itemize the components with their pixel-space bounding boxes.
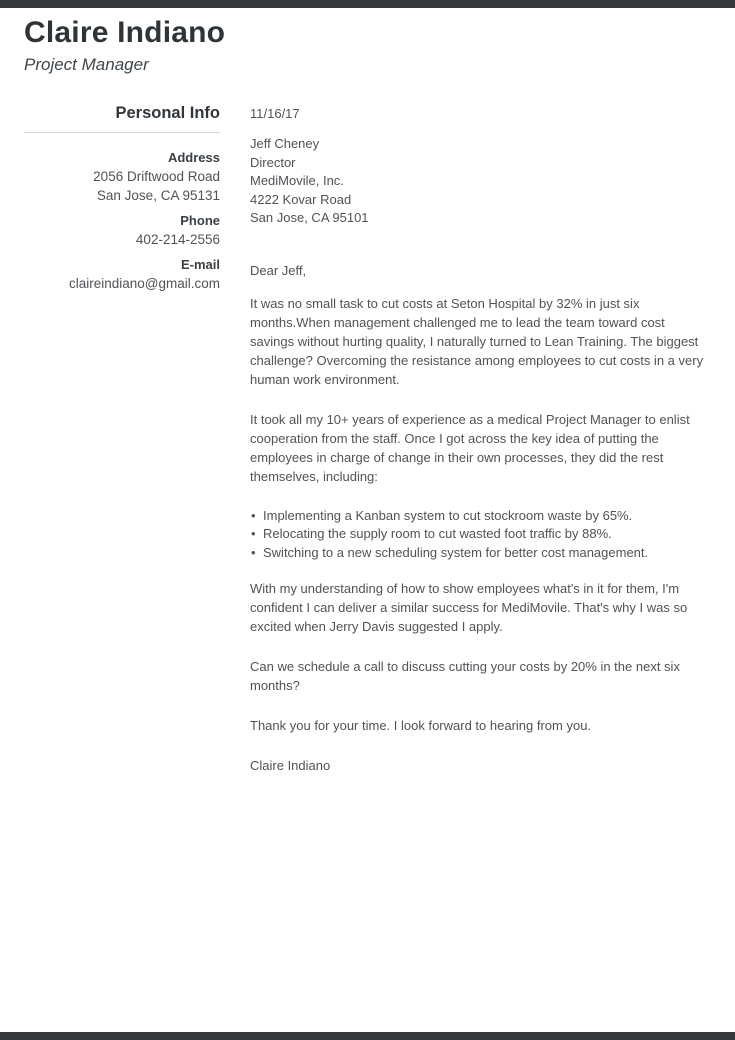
recipient-name: Jeff Cheney — [250, 136, 320, 151]
sidebar-field-phone — [24, 211, 220, 249]
list-item: • Relocating the supply room to cut wasted foot traffic by 88%. — [250, 525, 711, 544]
recipient-street: 4222 Kovar Road — [250, 191, 352, 207]
paragraph-pitch: With my understanding of how to show employees what's in it for them, I'm confident I can deliver a similar success for MediMovile. That's why I was so excited when Jerry Davis suggested I apply. — [250, 580, 688, 634]
recipient-company: MediMovile, Inc. — [250, 173, 344, 188]
salutation: Dear Jeff, — [250, 262, 307, 278]
top-accent-bar — [0, 0, 735, 8]
paragraph-intro: It was no small task to cut costs at Seton Hospital by 32% in just six months.When management challenged me to lead the team toward cost savings without hurting quality, I naturally turned to Lean Training. The biggest challenge? Overcoming the resistance among employees to cut costs in a very human work environment. — [250, 295, 704, 387]
bottom-accent-bar — [0, 1032, 735, 1040]
applicant-job-title: Project Manager — [24, 55, 149, 74]
personal-info-sidebar — [0, 104, 220, 775]
paragraph-call-to-action: Can we schedule a call to discuss cutting your costs by 20% in the next six months? — [250, 658, 680, 693]
list-item: • Implementing a Kanban system to cut stockroom waste by 65%. — [250, 507, 711, 526]
field-value: 402-214-2556 — [135, 232, 220, 247]
recipient-city: San Jose, CA 95101 — [250, 210, 369, 225]
field-label: E-mail — [180, 257, 220, 272]
letter-body — [220, 104, 735, 775]
letter-date: 11/16/17 — [250, 106, 300, 121]
paragraph-thanks: Thank you for your time. I look forward to hearing from you. — [250, 717, 592, 733]
achievement-list — [250, 507, 711, 563]
letterhead — [0, 0, 735, 75]
applicant-name: Claire Indiano — [24, 16, 226, 49]
field-value: 2056 Driftwood Road — [93, 169, 220, 184]
field-label: Address — [167, 150, 220, 165]
sidebar-field-email — [24, 255, 220, 293]
list-item: • Switching to a new scheduling system for better cost management. — [250, 544, 711, 563]
sidebar-heading: Personal Info — [24, 104, 220, 133]
field-value: San Jose, CA 95131 — [96, 188, 220, 203]
content-columns — [0, 104, 735, 775]
signature-name: Claire Indiano — [250, 757, 331, 773]
sidebar-field-address — [24, 148, 220, 205]
paragraph-experience: It took all my 10+ years of experience as a medical Project Manager to enlist cooperation from the staff. Once I got across the key idea of putting the employees in charge of change in their own processes, they did the rest themselves, including: — [250, 411, 690, 484]
recipient-title: Director — [250, 154, 296, 170]
field-label: Phone — [180, 213, 220, 228]
recipient-block — [250, 135, 711, 228]
field-value: claireindiano@gmail.com — [68, 276, 220, 291]
